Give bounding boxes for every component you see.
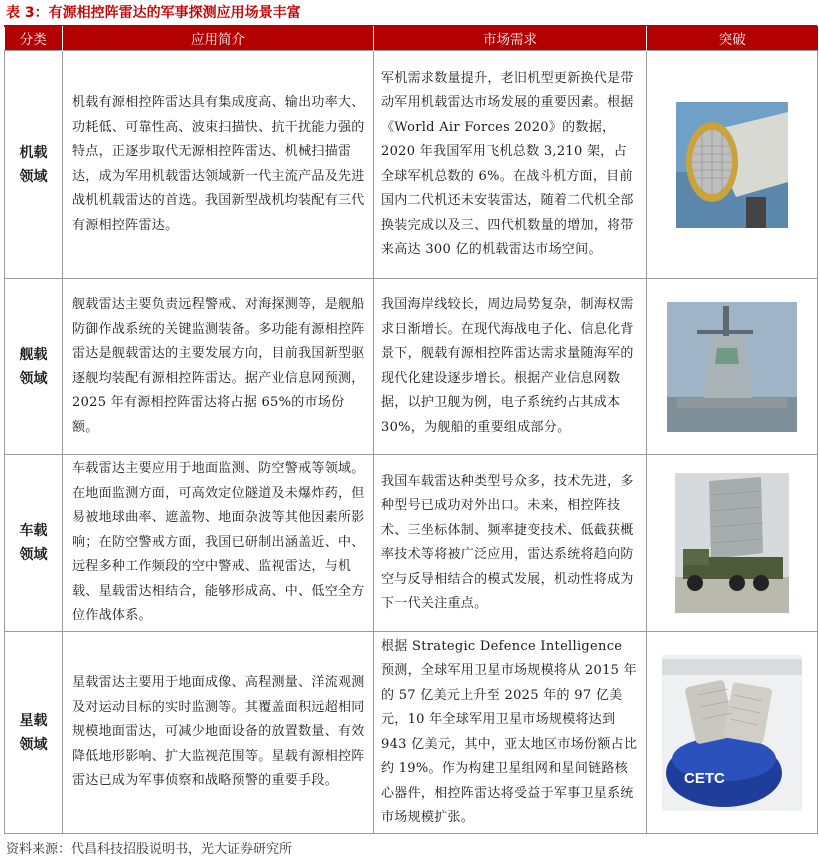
market-cell: 军机需求数量提升，老旧机型更新换代是带动军用机载雷达市场发展的重要因素。根据《World Air Forces 2020》的数据，2020 年我国军用飞机总数 3,210 架，占全球军机总数的 6%。在战斗机方面，目前国内二代机还未安装雷达，随着二代机全部换装完成以及三、四代机数量的增加，将带来高达 300 亿的机载雷达市场空间。 <box>374 51 647 279</box>
market-cell: 根据 Strategic Defence Intelligence 预测，全球军用卫星市场规模将从 2015 年的 57 亿美元上升至 2025 年的 97 亿美元，10 年全球军用卫星市场规模将达到 943 亿美元，其中，亚太地区市场份额占比约 19%。作为构建卫星组网和星间链路核心器件，相控阵雷达将受益于军事卫星系统市场规模扩张。 <box>374 632 647 834</box>
table-title: 表 3：有源相控阵雷达的军事探测应用场景丰富 <box>6 5 301 21</box>
header-market: 市场需求 <box>374 26 647 51</box>
header-intro: 应用简介 <box>63 26 374 51</box>
table-row <box>5 455 818 632</box>
header-row <box>5 26 818 51</box>
image-cell <box>647 279 818 455</box>
market-cell: 我国车载雷达种类型号众多，技术先进，多种型号已成功对外出口。未来，相控阵技术、三坐标体制、频率捷变技术、低截获概率技术等将被广泛应用，雷达系统将趋向防空与反导相结合的模式发展，机动性将成为下一代关注重点。 <box>374 455 647 632</box>
category-cell <box>5 632 63 834</box>
category-cell <box>5 279 63 455</box>
market-cell: 我国海岸线较长，周边局势复杂，制海权需求日渐增长。在现代海战电子化、信息化背景下，舰载有源相控阵雷达需求量随海军的现代化建设逐步增长。根据产业信息网数据，以护卫舰为例，电子系统约占其成本 30%，为舰船的重要组成部分。 <box>374 279 647 455</box>
vehicle-radar-photo <box>675 473 789 613</box>
table-row <box>5 279 818 455</box>
source-footer: 资料来源：代昌科技招股说明书，光大证券研究所 <box>6 842 293 857</box>
intro-cell: 星载雷达主要用于地面成像、高程测量、洋流观测及对运动目标的实时监测等。其覆盖面积远超相同规模地面雷达，可减少地面设备的放置数量、有效降低地形影响、扩大监视范围等。星载有源相控阵雷达已成为军事侦察和战略预警的重要手段。 <box>63 632 374 834</box>
image-cell <box>647 632 818 834</box>
header-category: 分类 <box>5 26 63 51</box>
image-cell <box>647 51 818 279</box>
table-row <box>5 51 818 279</box>
intro-cell: 舰载雷达主要负责远程警戒、对海探测等，是舰船防御作战系统的关键监测装备。多功能有源相控阵雷达是舰载雷达的主要发展方向，目前我国新型驱逐舰均装配有源相控阵雷达。据产业信息网预测，2025 年有源相控阵雷达将占据 65%的市场份额。 <box>63 279 374 455</box>
table-row <box>5 632 818 834</box>
category-label: 舰载 领域 <box>19 346 48 387</box>
category-label: 机载 领域 <box>19 144 48 185</box>
satellite-radar-photo <box>662 655 802 811</box>
category-label: 星载 领域 <box>19 712 48 753</box>
intro-cell: 车载雷达主要应用于地面监测、防空警戒等领域。在地面监测方面，可高效定位隧道及未爆炸药，但易被地球曲率、遮盖物、地面杂波等其他因素所影响；在防空警戒方面，我国已研制出涵盖近、中、远程多种工作频段的空中警戒、监视雷达，与机载、星载雷达相结合，能够形成高、中、低空全方位作战体系。 <box>63 455 374 632</box>
header-breakthrough: 突破 <box>647 26 818 51</box>
airborne-radar-photo <box>676 102 788 228</box>
application-table <box>4 26 818 834</box>
category-cell <box>5 51 63 279</box>
cetc-logo: CETC <box>684 769 725 787</box>
category-cell <box>5 455 63 632</box>
category-label: 车载 领域 <box>19 523 48 563</box>
image-cell <box>647 455 818 632</box>
shipborne-radar-photo <box>667 302 797 432</box>
intro-cell: 机载有源相控阵雷达具有集成度高、输出功率大、功耗低、可靠性高、波束扫描快、抗干扰能力强的特点，正逐步取代无源相控阵雷达、机械扫描雷达，成为军用机载雷达领域新一代主流产品及先进战机机载雷达的首选。我国新型战机均装配有三代有源相控阵雷达。 <box>63 51 374 279</box>
